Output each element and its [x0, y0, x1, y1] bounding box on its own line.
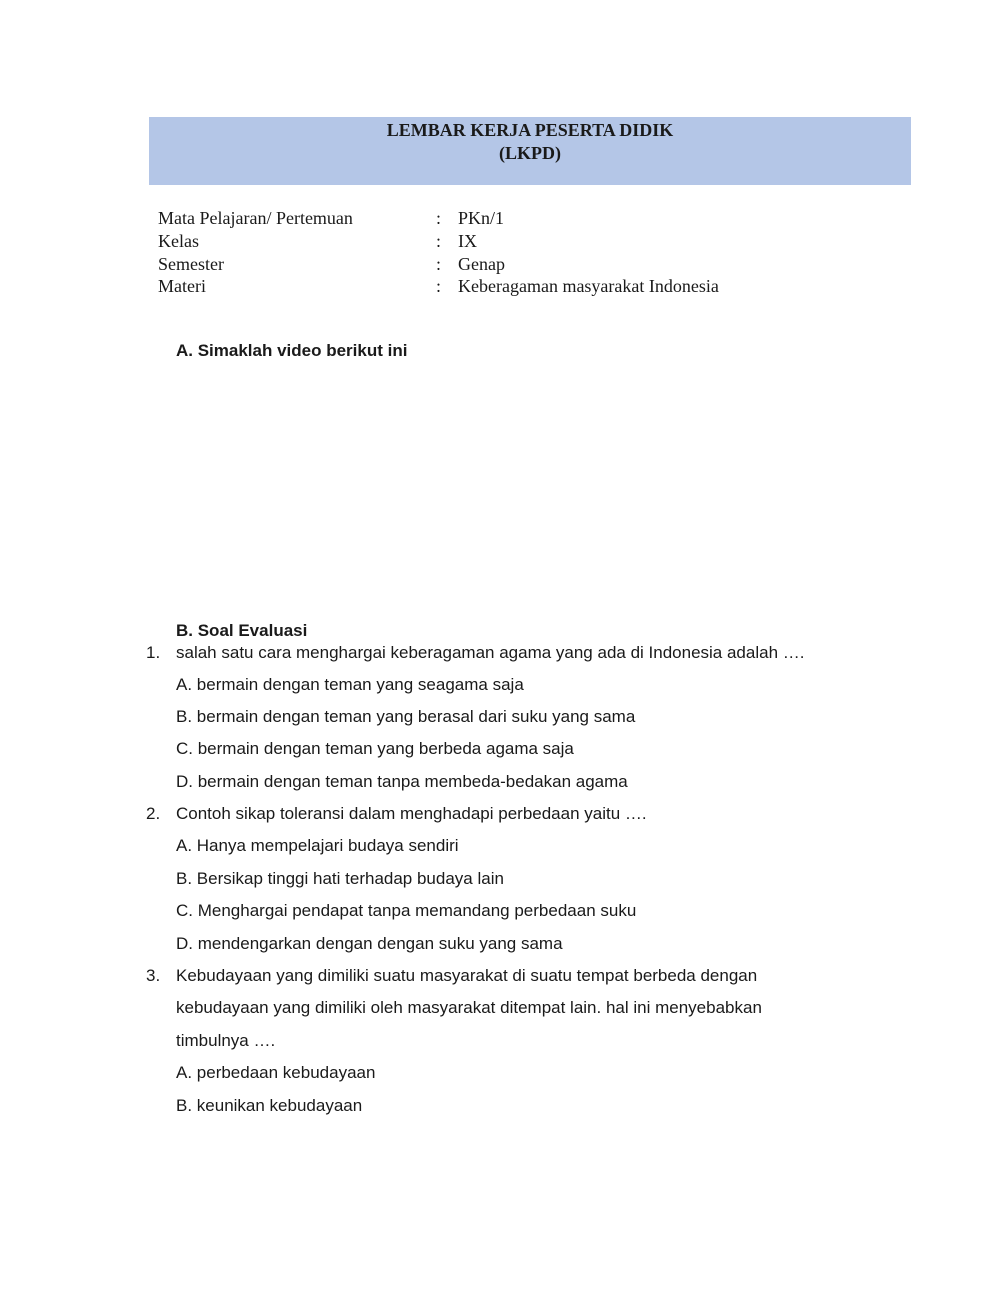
info-colon: :	[436, 254, 442, 274]
question-3-text-line: timbulnya ….	[176, 1031, 276, 1050]
question-2-option-d[interactable]: D. mendengarkan dengan dengan suku yang sama	[176, 934, 563, 953]
worksheet-title: LEMBAR KERJA PESERTA DIDIK	[386, 120, 674, 140]
info-colon: :	[436, 231, 442, 251]
question-1-text: salah satu cara menghargai keberagaman agama yang ada di Indonesia adalah ….	[176, 643, 805, 662]
question-1-option-b[interactable]: B. bermain dengan teman yang berasal dari suku yang sama	[176, 707, 636, 726]
info-label: Materi	[158, 276, 206, 296]
info-label: Mata Pelajaran/ Pertemuan	[158, 208, 353, 228]
question-3-number: 3.	[146, 966, 161, 985]
info-label: Semester	[158, 254, 224, 274]
info-label: Kelas	[158, 231, 199, 251]
info-value: PKn/1	[458, 208, 505, 228]
question-2-number: 2.	[146, 804, 161, 823]
info-value: Genap	[458, 254, 505, 274]
video-placeholder[interactable]	[176, 375, 736, 605]
question-2-option-b[interactable]: B. Bersikap tinggi hati terhadap budaya lain	[176, 869, 504, 888]
worksheet-header	[149, 117, 911, 185]
question-2-option-a[interactable]: A. Hanya mempelajari budaya sendiri	[176, 836, 459, 855]
question-3-text-line: Kebudayaan yang dimiliki suatu masyarakat di suatu tempat berbeda dengan	[176, 966, 758, 985]
question-1-option-c[interactable]: C. bermain dengan teman yang berbeda agama saja	[176, 739, 574, 758]
question-2-option-c[interactable]: C. Menghargai pendapat tanpa memandang perbedaan suku	[176, 901, 637, 920]
question-3-text-line: kebudayaan yang dimiliki oleh masyarakat ditempat lain. hal ini menyebabkan	[176, 998, 762, 1017]
question-1-option-a[interactable]: A. bermain dengan teman yang seagama saja	[176, 675, 524, 694]
section-a-heading: A. Simaklah video berikut ini	[176, 341, 408, 360]
info-value: Keberagaman masyarakat Indonesia	[458, 276, 719, 296]
question-3-option-a[interactable]: A. perbedaan kebudayaan	[176, 1063, 376, 1082]
question-1-option-d[interactable]: D. bermain dengan teman tanpa membeda-bedakan agama	[176, 772, 628, 791]
info-value: IX	[458, 231, 477, 251]
info-colon: :	[436, 276, 442, 296]
question-1-number: 1.	[146, 643, 161, 662]
worksheet-subtitle: (LKPD)	[499, 143, 561, 163]
question-2-text: Contoh sikap toleransi dalam menghadapi perbedaan yaitu ….	[176, 804, 647, 823]
question-3-option-b[interactable]: B. keunikan kebudayaan	[176, 1096, 363, 1115]
section-b-heading: B. Soal Evaluasi	[176, 621, 308, 640]
info-colon: :	[436, 208, 442, 228]
